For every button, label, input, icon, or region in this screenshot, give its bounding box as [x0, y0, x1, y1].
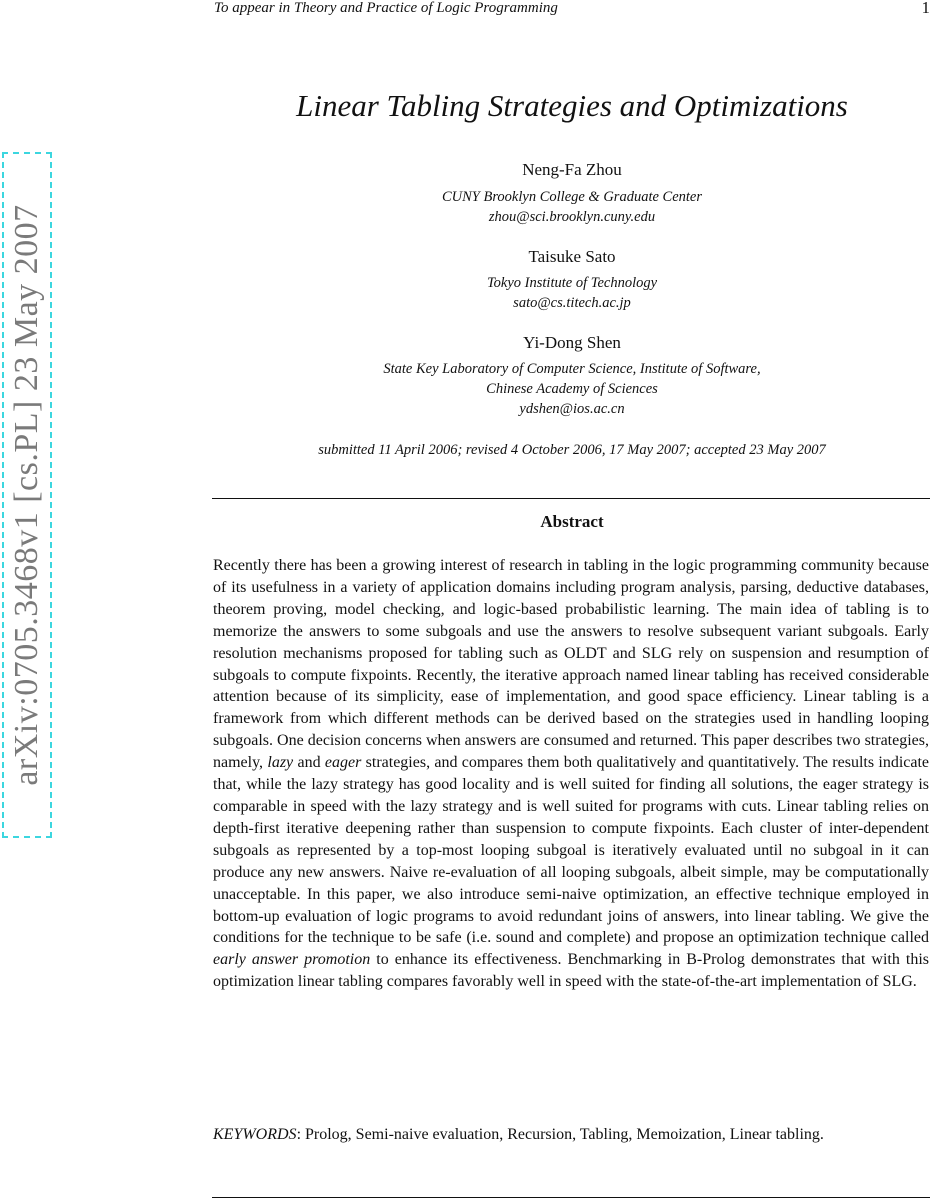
keywords-label: KEYWORDS: [213, 1126, 297, 1143]
author-affiliation: Chinese Academy of Sciences: [486, 381, 658, 397]
arxiv-identifier: arXiv:0705.3468v1 [cs.PL] 23 May 2007: [8, 204, 45, 786]
paper-title: Linear Tabling Strategies and Optimizations: [296, 88, 848, 123]
lazy-term: lazy: [267, 754, 294, 772]
author-email: ydshen@ios.ac.cn: [519, 401, 625, 417]
author-name: Yi-Dong Shen: [523, 333, 621, 352]
author-name: Neng-Fa Zhou: [522, 160, 622, 179]
and-word: and: [297, 754, 321, 772]
top-divider: [212, 498, 930, 499]
eager-term: eager: [324, 754, 362, 772]
submission-history: submitted 11 April 2006; revised 4 October 2006, 17 May 2007; accepted 23 May 2007: [318, 442, 826, 458]
abstract-part-1: Recently there has been a growing interest of research in tabling in the logic programming community because of its usefulness in a variety of application domains including program analysis, parsing, deductive databases, theorem proving, model checking, and logic-based probabilistic learning. The main idea of tabling is to memorize the answers to some subgoals and use the answers to resolve subsequent variant subgoals. Early resolution mechanisms proposed for tabling such as OLDT and SLG rely on suspension and resumption of subgoals to compute fixpoints. Recently, the iterative approach named linear tabling has received considerable attention because of its simplicity, ease of implementation, and good space efficiency. Linear tabling is a framework from which different methods can be derived based on the strategies used in handling looping subgoals. One decision concerns when answers are consumed and returned. This paper describes two strategies, namely,: [213, 557, 929, 772]
abstract-part-3: to enhance its effectiveness. Benchmarking in B-Prolog demonstrates that with this optimization linear tabling compares favorably well in speed with the state-of-the-art implementation of SLG.: [213, 951, 929, 991]
author-name: Taisuke Sato: [528, 247, 616, 266]
arxiv-stamp[interactable]: [2, 152, 52, 838]
abstract-heading: Abstract: [540, 512, 604, 531]
author-affiliation: State Key Laboratory of Computer Science, Institute of Software,: [383, 361, 761, 377]
abstract-part-2: strategies, and compares them both qualitatively and quantitatively. The results indicate that, while the lazy strategy has good locality and is well suited for finding all solutions, the eager strategy is comparable in speed with the lazy strategy and is well suited for programs with cuts. Linear tabling relies on depth-first iterative deepening rather than suspension to compute fixpoints. Each cluster of inter-dependent subgoals as represented by a top-most looping subgoal is iteratively evaluated until no subgoal in it can produce any new answers. Naive re-evaluation of all looping subgoals, albeit simple, may be computationally unacceptable. In this paper, we also introduce semi-naive optimization, an effective technique employed in bottom-up evaluation of logic programs to avoid redundant joins of answers, into linear tabling. We give the conditions for the technique to be safe (i.e. sound and complete) and propose an optimization technique called: [213, 754, 930, 947]
author-email: zhou@sci.brooklyn.cuny.edu: [488, 209, 656, 225]
early-answer-promotion-term: early answer promotion: [213, 951, 371, 969]
abstract-text: [213, 555, 929, 993]
keywords: [213, 1124, 929, 1146]
author-affiliation: Tokyo Institute of Technology: [486, 275, 658, 291]
bottom-divider: [212, 1197, 930, 1198]
keywords-list: : Prolog, Semi-naive evaluation, Recursion, Tabling, Memoization, Linear tabling.: [296, 1126, 824, 1143]
author-affiliation: CUNY Brooklyn College & Graduate Center: [441, 189, 703, 205]
page-number: 1: [921, 0, 930, 17]
running-head: [214, 0, 930, 20]
author-email: sato@cs.titech.ac.jp: [513, 295, 631, 311]
journal-name: To appear in Theory and Practice of Logic Programming: [214, 0, 558, 16]
